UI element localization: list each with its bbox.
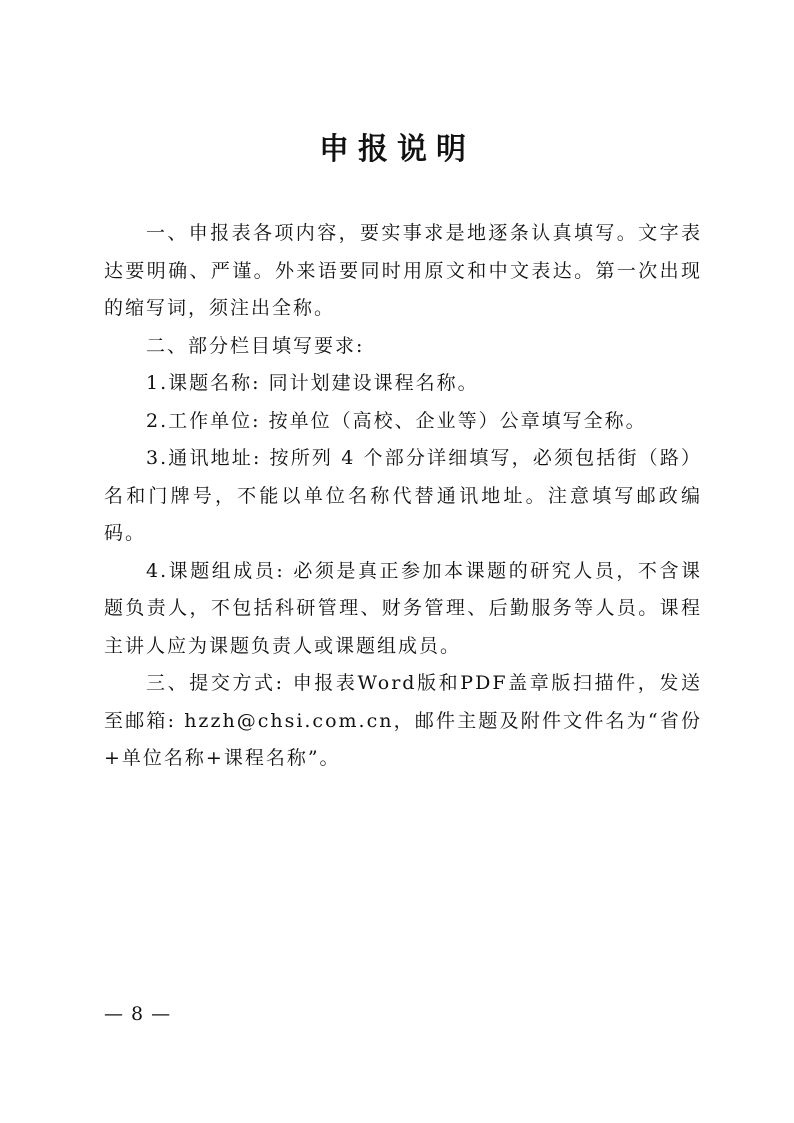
paragraph-project-name: 1.课题名称: 同计划建设课程名称。 xyxy=(146,372,479,394)
paragraph-team-members: 4.课题组成员: 必须是真正参加本课题的研究人员，不含课题负责人，不包括科研管理、财务管理、后勤服务等人员。课程主讲人应为课题负责人或课题组成员。 xyxy=(104,559,702,657)
paragraph-field-requirements-heading: 二、部分栏目填写要求: xyxy=(146,334,365,357)
document-body xyxy=(104,215,702,778)
page-number: — 8 — xyxy=(104,1003,172,1025)
page-title: 申报说明 xyxy=(319,132,475,167)
paragraph-general-requirements: 一、申报表各项内容，要实事求是地逐条认真填写。文字表达要明确、严谨。外来语要同时用原文和中文表达。第一次出现的缩写词，须注出全称。 xyxy=(104,222,702,319)
paragraph-submission-method: 三、提交方式: 申报表Word版和PDF盖章版扫描件，发送至邮箱: hzzh@chsi.com.cn，邮件主题及附件文件名为“省份+单位名称+课程名称”。 xyxy=(104,672,702,769)
paragraph-mailing-address: 3.通讯地址: 按所列 4 个部分详细填写，必须包括街（路）名和门牌号，不能以单位名称代替通讯地址。注意填写邮政编码。 xyxy=(104,447,702,544)
paragraph-work-unit: 2.工作单位: 按单位（高校、企业等）公章填写全称。 xyxy=(146,409,647,432)
